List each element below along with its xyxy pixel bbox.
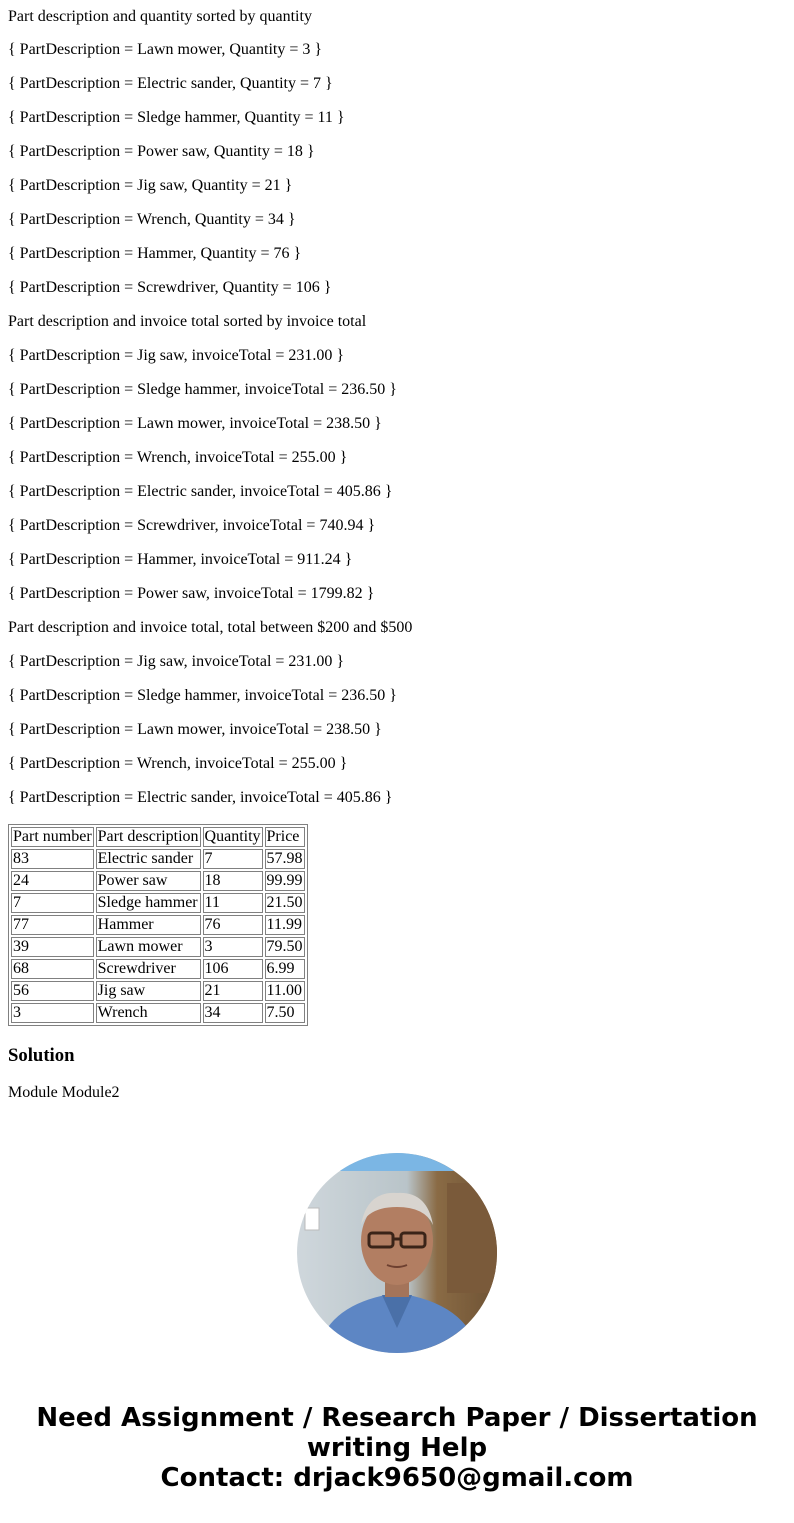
contact-banner [0, 1403, 794, 1493]
table-cell: 68 [11, 959, 94, 979]
table-row [11, 1003, 305, 1023]
table-cell: 3 [203, 937, 263, 957]
table-cell: 11.99 [265, 915, 305, 935]
table-header-row [11, 827, 305, 847]
banner-contact-line: Contact: drjack9650@gmail.com [160, 1463, 634, 1493]
section-heading: Part description and invoice total sorted by invoice total [8, 313, 367, 330]
table-row [11, 937, 305, 957]
table-cell: 57.98 [266, 850, 303, 867]
author-avatar [297, 1153, 497, 1353]
table-row [11, 959, 305, 979]
table-cell: 39 [11, 937, 94, 957]
table-cell: Sledge hammer [96, 893, 201, 913]
output-line: { PartDescription = Power saw, invoiceTotal = 1799.82 } [8, 585, 375, 602]
solution-heading: Solution [8, 1045, 75, 1066]
table-row [11, 915, 305, 935]
table-cell: 34 [203, 1003, 263, 1023]
table-row [11, 871, 305, 891]
table-cell: 6.99 [265, 959, 305, 979]
table-row [11, 849, 305, 869]
table-cell: 79.50 [266, 938, 303, 955]
table-row [11, 893, 305, 913]
output-line: { PartDescription = Sledge hammer, Quantity = 11 } [8, 109, 345, 126]
output-line: { PartDescription = Sledge hammer, invoiceTotal = 236.50 } [8, 381, 397, 398]
table-cell: 11.00 [265, 981, 305, 1001]
output-line: { PartDescription = Jig saw, Quantity = 21 } [8, 177, 293, 194]
table-cell: 7 [11, 893, 94, 913]
table-cell: 21 [203, 981, 263, 1001]
table-cell: 18 [203, 871, 263, 891]
table-cell: 106 [203, 959, 263, 979]
output-line: { PartDescription = Power saw, Quantity = 18 } [8, 143, 315, 160]
output-line: { PartDescription = Hammer, invoiceTotal = 911.24 } [8, 551, 353, 568]
solution-code-text: Module Module2 [8, 1084, 120, 1101]
table-body [11, 849, 305, 1023]
table-header-cell: Quantity [204, 828, 261, 845]
avatar-photo-icon [297, 1153, 497, 1353]
table-cell: Wrench [96, 1003, 201, 1023]
output-line: { PartDescription = Lawn mower, Quantity = 3 } [8, 41, 323, 58]
table-header-cell: Part number [13, 828, 92, 845]
output-line: { PartDescription = Jig saw, invoiceTotal = 231.00 } [8, 347, 345, 364]
table-cell: 24 [11, 871, 94, 891]
output-line: { PartDescription = Wrench, invoiceTotal = 255.00 } [8, 755, 348, 772]
table-header-cell: Part description [97, 828, 199, 845]
section-heading: Part description and quantity sorted by quantity [8, 8, 312, 25]
output-line: { PartDescription = Hammer, Quantity = 76 } [8, 245, 302, 262]
table-cell: Hammer [96, 915, 201, 935]
table-cell: 76 [203, 915, 263, 935]
table-cell: Electric sander [96, 849, 201, 869]
output-line: { PartDescription = Sledge hammer, invoiceTotal = 236.50 } [8, 687, 397, 704]
output-line: { PartDescription = Screwdriver, invoiceTotal = 740.94 } [8, 517, 376, 534]
table-cell: Screwdriver [96, 959, 201, 979]
table-cell: 21.50 [266, 894, 303, 911]
output-sections [8, 0, 778, 815]
table-cell: 7.50 [265, 1003, 305, 1023]
parts-table [8, 824, 308, 1026]
table-cell: 77 [11, 915, 94, 935]
table-cell: 11 [203, 893, 263, 913]
table-cell: 83 [11, 849, 94, 869]
table-cell: 56 [11, 981, 94, 1001]
banner-line-1: Need Assignment / Research Paper / Dissertation [36, 1403, 758, 1433]
output-line: { PartDescription = Wrench, Quantity = 34 } [8, 211, 296, 228]
output-line: { PartDescription = Lawn mower, invoiceTotal = 238.50 } [8, 415, 382, 432]
banner-line-2: writing Help [306, 1433, 488, 1463]
table-cell: Power saw [96, 871, 201, 891]
table-cell: 99.99 [266, 872, 303, 889]
output-line: { PartDescription = Electric sander, invoiceTotal = 405.86 } [8, 483, 393, 500]
output-line: { PartDescription = Screwdriver, Quantity = 106 } [8, 279, 332, 296]
table-row [11, 981, 305, 1001]
output-line: { PartDescription = Wrench, invoiceTotal = 255.00 } [8, 449, 348, 466]
output-line: { PartDescription = Jig saw, invoiceTotal = 231.00 } [8, 653, 345, 670]
output-line: { PartDescription = Electric sander, Quantity = 7 } [8, 75, 333, 92]
document-body [8, 0, 778, 1105]
table-cell: 7 [203, 849, 263, 869]
table-cell: Jig saw [96, 981, 201, 1001]
table-cell: 3 [11, 1003, 94, 1023]
output-line: { PartDescription = Electric sander, invoiceTotal = 405.86 } [8, 789, 393, 806]
section-heading: Part description and invoice total, total between $200 and $500 [8, 619, 413, 636]
output-line: { PartDescription = Lawn mower, invoiceTotal = 238.50 } [8, 721, 382, 738]
table-header-cell: Price [265, 827, 305, 847]
table-cell: Lawn mower [96, 937, 201, 957]
